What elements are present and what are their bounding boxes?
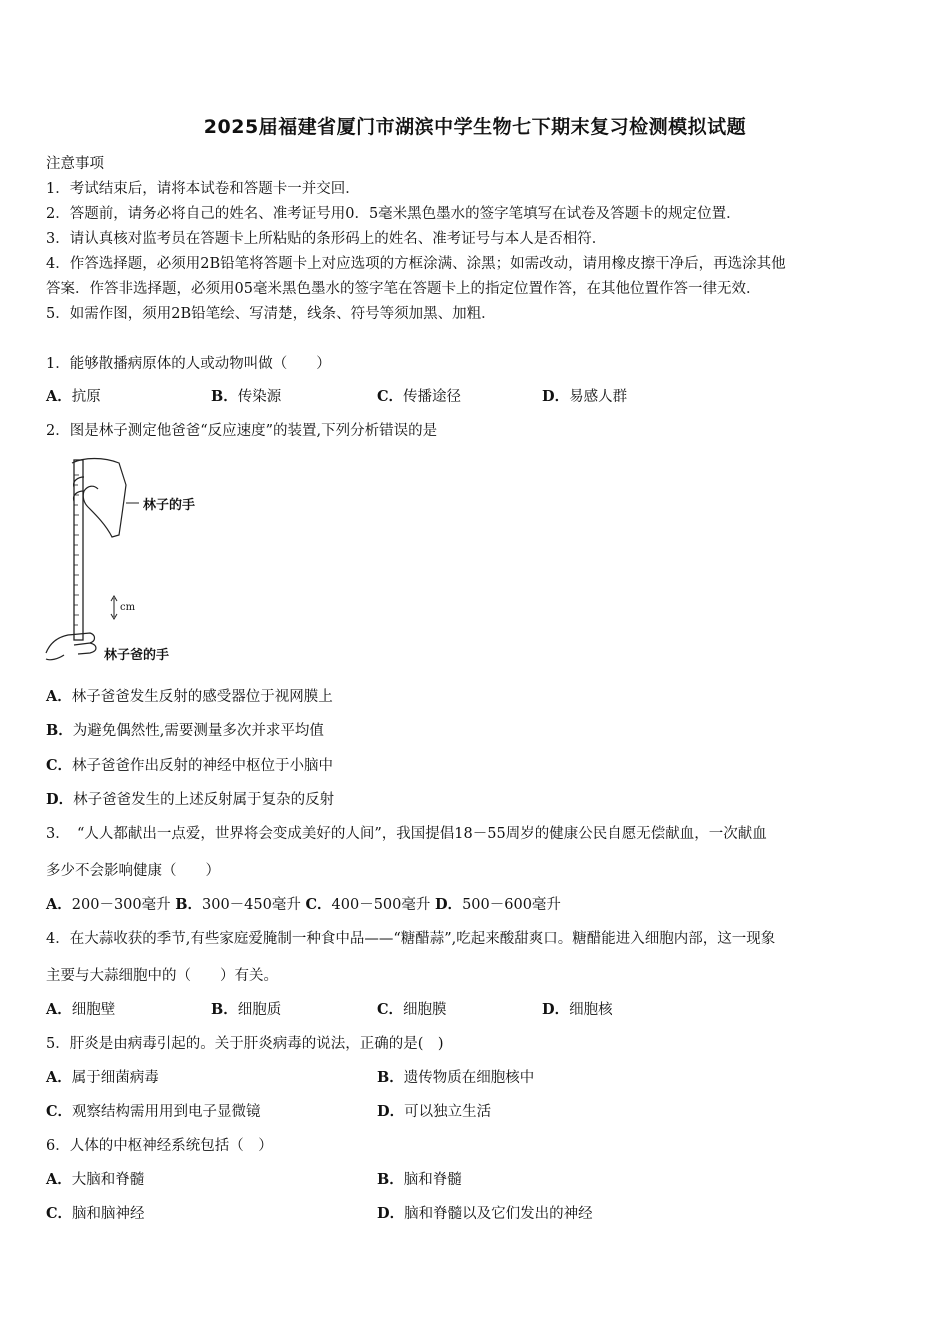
q2-option-c[interactable]: C．林子爸爸作出反射的神经中枢位于小脑中 [46,757,334,774]
question-4-stem: 4．在大蒜收获的季节,有些家庭爱腌制一种食中品——“糖醋蒜”,吃起来酸甜爽口。糖醋能进入细胞内部，这一现象 [46,931,776,947]
question-5-stem: 5．肝炎是由病毒引起的。关于肝炎病毒的说法，正确的是( ) [46,1036,444,1052]
q1-option-d[interactable]: D．易感人群 [542,388,628,405]
notice-item: 3．请认真核对监考员在答题卡上所粘贴的条形码上的姓名、准考证号与本人是否相符． [46,231,607,247]
q3-options-row [46,893,561,914]
q2-option-d[interactable]: D．林子爸爸发生的上述反射属于复杂的反射 [46,791,335,808]
q6-option-a[interactable]: A．大脑和脊髓 [46,1171,145,1188]
question-3-stem: 3． “人人都献出一点爱，世界将会变成美好的人间”，我国提倡18－55周岁的健康公民自愿无偿献血，一次献血 [46,826,767,842]
question-4-stem-cont: 主要与大蒜细胞中的（ ）有关。 [46,968,278,984]
question-3-stem-cont: 多少不会影响健康（ ） [46,863,220,879]
q1-option-c[interactable]: C．传播途径 [377,388,462,405]
ruler-and-hands-drawing [44,455,224,667]
q6-option-d[interactable]: D．脑和脊髓以及它们发出的神经 [377,1205,593,1222]
question-1-stem: 1．能够散播病原体的人或动物叫做（ ） [46,356,331,372]
q1-option-b[interactable]: B．传染源 [211,388,282,405]
ruler [74,460,83,640]
q2-option-b[interactable]: B．为避免偶然性,需要测量多次并求平均值 [46,722,324,739]
q3-option-b[interactable]: B．300－450毫升 [175,896,301,913]
q4-option-b[interactable]: B．细胞质 [211,1001,282,1018]
question-6-stem: 6．人体的中枢神经系统包括（ ） [46,1138,273,1154]
q4-option-d[interactable]: D．细胞核 [542,1001,613,1018]
q3-option-d[interactable]: D．500－600毫升 [434,896,561,913]
notice-heading: 注意事项 [46,156,104,172]
notice-item: 4．作答选择题，必须用2B铅笔将答题卡上对应选项的方框涂满、涂黑；如需改动，请用橡皮擦干净后，再选涂其他 [46,256,786,272]
notice-item: 5．如需作图，须用2B铅笔绘、写清楚，线条、符号等须加黑、加粗． [46,306,496,322]
notice-item: 答案．作答非选择题，必须用05毫米黑色墨水的签字笔在答题卡上的指定位置作答，在其他位置作答一律无效． [46,281,761,297]
q1-option-a[interactable]: A．抗原 [46,388,101,405]
q5-option-a[interactable]: A．属于细菌病毒 [46,1069,159,1086]
label-linzi-hand: 林子的手 [143,498,196,513]
notice-item: 1．考试结束后，请将本试卷和答题卡一并交回． [46,181,360,197]
label-cm: cm [120,602,136,613]
reaction-ruler-figure [44,455,224,667]
page-title: 2025届福建省厦门市湖滨中学生物七下期末复习检测模拟试题 [203,116,747,138]
notice-item: 2．答题前，请务必将自己的姓名、准考证号用0．5毫米黑色墨水的签字笔填写在试卷及答题卡的规定位置． [46,206,741,222]
q4-option-c[interactable]: C．细胞膜 [377,1001,447,1018]
question-2-stem: 2．图是林子测定他爸爸“反应速度”的装置,下列分析错误的是 [46,423,438,439]
q6-option-b[interactable]: B．脑和脊髓 [377,1171,462,1188]
q6-option-c[interactable]: C．脑和脑神经 [46,1205,145,1222]
q3-option-a[interactable]: A．200－300毫升 [46,896,171,913]
q5-option-b[interactable]: B．遗传物质在细胞核中 [377,1069,535,1086]
q5-option-c[interactable]: C．观察结构需用用到电子显微镜 [46,1103,261,1120]
q3-option-c[interactable]: C．400－500毫升 [305,896,431,913]
label-father-hand: 林子爸的手 [104,648,170,663]
q4-option-a[interactable]: A．细胞壁 [46,1001,116,1018]
q2-option-a[interactable]: A．林子爸爸发生反射的感受器位于视网膜上 [46,688,333,705]
q5-option-d[interactable]: D．可以独立生活 [377,1103,492,1120]
father-hand-drawing [46,633,96,660]
